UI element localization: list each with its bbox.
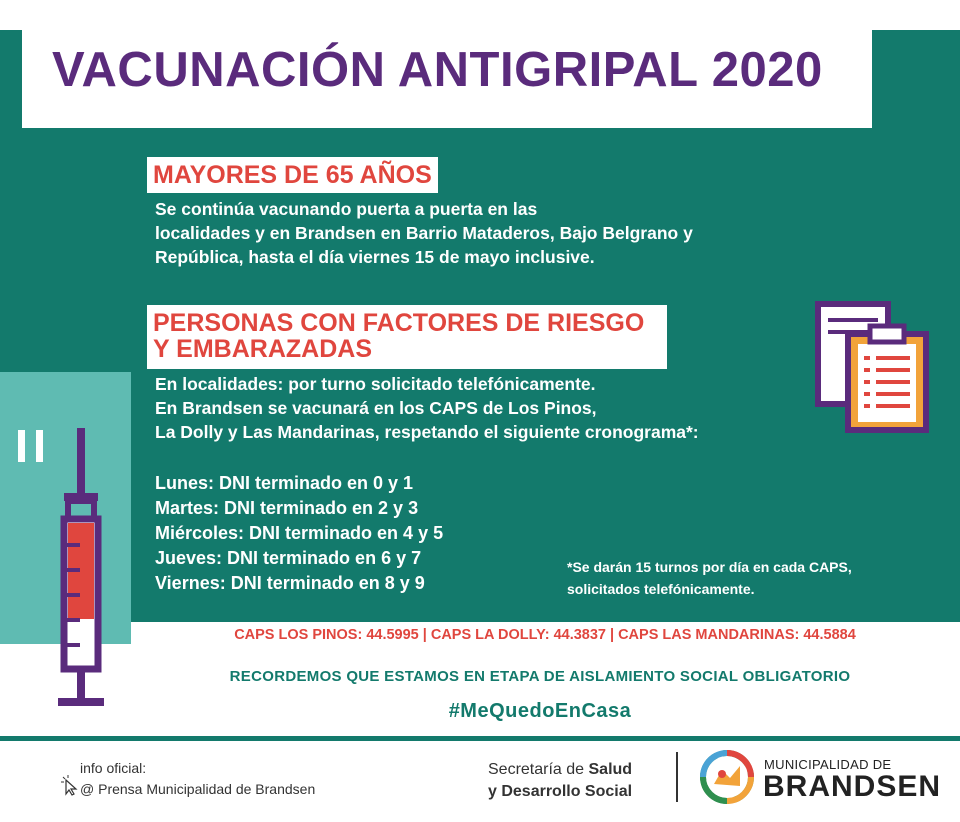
info-label: info oficial:: [80, 760, 147, 776]
municipality-name: BRANDSEN: [763, 770, 942, 803]
clipboard-icon: [812, 298, 932, 438]
text-line: En localidades: por turno solicitado telefónicamente.: [155, 374, 596, 394]
hashtag: #MeQuedoEnCasa: [448, 700, 632, 722]
secretaria-prefix: Secretaría de: [488, 761, 589, 778]
schedule-item: Martes: DNI terminado en 2 y 3: [155, 498, 419, 518]
schedule-item: Jueves: DNI terminado en 6 y 7: [155, 548, 422, 568]
section-tag-seniors: MAYORES DE 65 AÑOS: [147, 157, 438, 193]
note-line: solicitados telefónicamente.: [567, 581, 755, 597]
footer-vertical-divider: [676, 752, 678, 802]
note-line: *Se darán 15 turnos por día en cada CAPS,: [567, 559, 852, 575]
section-text-seniors: [155, 197, 693, 269]
secretaria-label: [488, 759, 632, 803]
text-line: República, hasta el día viernes 15 de mayo inclusive.: [155, 247, 595, 267]
schedule-list: [155, 471, 443, 596]
tag-line: Y EMBARAZADAS: [153, 335, 372, 363]
text-line: En Brandsen se vacunará en los CAPS de Los Pinos,: [155, 398, 597, 418]
municipality-logo-icon: [700, 750, 754, 804]
section-tag-risk: [147, 305, 667, 369]
caps-phone-numbers: CAPS LOS PINOS: 44.5995 | CAPS LA DOLLY: 44.3837 | CAPS LAS MANDARINAS: 44.5884: [234, 627, 856, 643]
schedule-item: Viernes: DNI terminado en 8 y 9: [155, 573, 425, 593]
page-title: VACUNACIÓN ANTIGRIPAL 2020: [52, 43, 823, 97]
text-line: La Dolly y Las Mandarinas, respetando el siguiente cronograma*:: [155, 422, 699, 442]
text-line: localidades y en Brandsen en Barrio Mataderos, Bajo Belgrano y: [155, 223, 693, 243]
section-text-risk: [155, 372, 699, 444]
secretaria-bold: Salud: [588, 761, 633, 778]
tag-line: PERSONAS CON FACTORES DE RIESGO: [153, 309, 645, 337]
schedule-item: Miércoles: DNI terminado en 4 y 5: [155, 523, 444, 543]
schedule-item: Lunes: DNI terminado en 0 y 1: [155, 473, 414, 493]
schedule-note: [567, 556, 852, 600]
info-source: @ Prensa Municipalidad de Brandsen: [80, 781, 316, 797]
cursor-icon: [60, 774, 78, 796]
isolation-reminder: RECORDEMOS QUE ESTAMOS EN ETAPA DE AISLAMIENTO SOCIAL OBLIGATORIO: [229, 668, 851, 685]
municipality-label: MUNICIPALIDAD DE: [764, 757, 892, 772]
secretaria-line2: y Desarrollo Social: [488, 783, 633, 800]
text-line: Se continúa vacunando puerta a puerta en las: [155, 199, 538, 219]
footer-divider: [0, 736, 960, 741]
